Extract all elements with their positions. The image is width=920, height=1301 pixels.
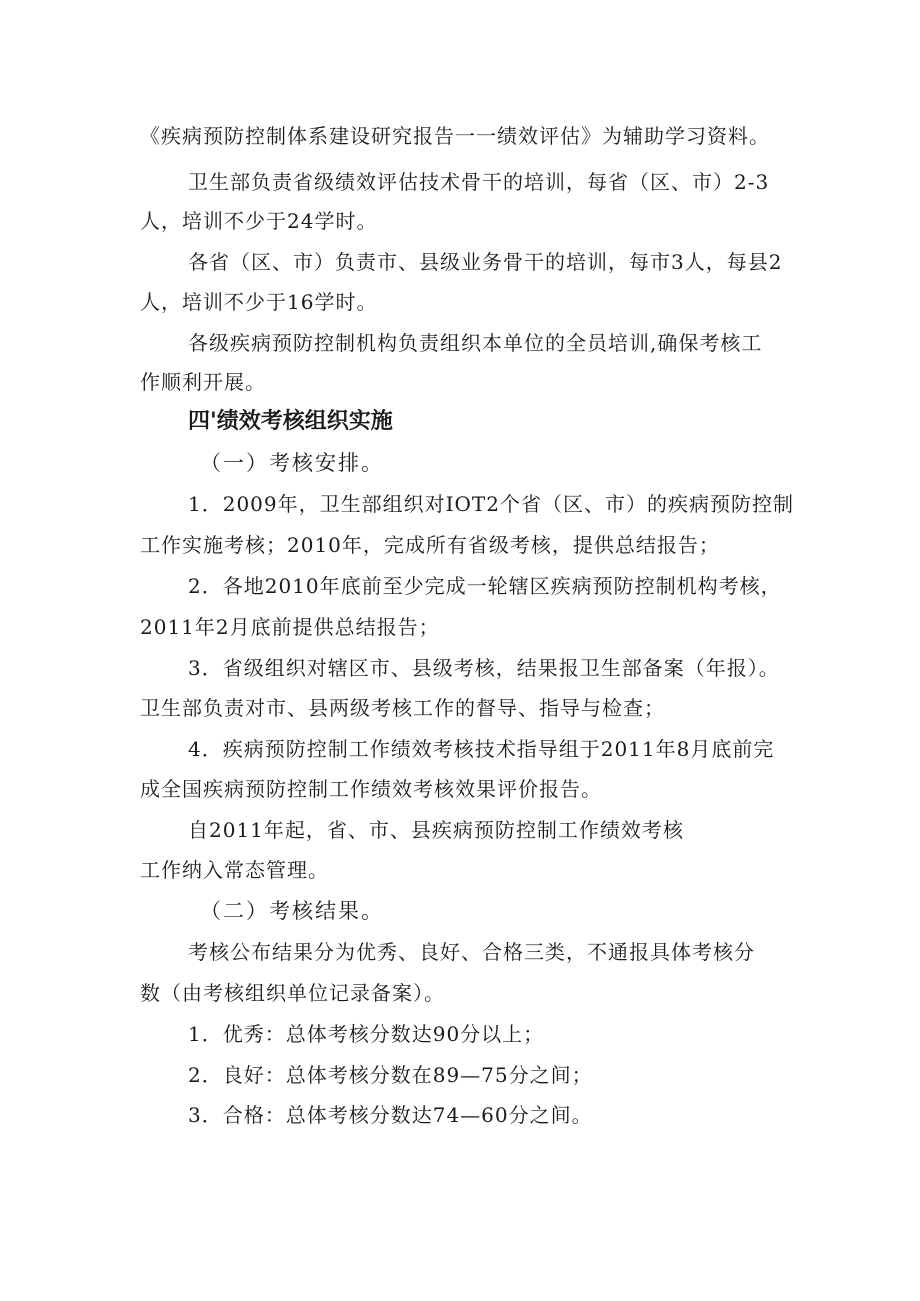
subsection-title-results: （二）考核结果。 [200, 899, 384, 923]
paragraph-line: 工作纳入常态管理。 [140, 858, 329, 882]
list-item-line: 1．优秀：总体考核分数达90分以上； [188, 1022, 545, 1046]
list-item-line: 成全国疾病预防控制工作绩效考核效果评价报告。 [140, 777, 602, 801]
list-item-line: 3．省级组织对辖区市、县级考核，结果报卫生部备案（年报）。 [188, 656, 780, 680]
paragraph-line: 卫生部负责省级绩效评估技术骨干的培训，每省（区、市）2-3 [188, 170, 770, 194]
list-item-line: 2011年2月底前提供总结报告； [140, 615, 440, 639]
paragraph-line: 各省（区、市）负责市、县级业务骨干的培训，每市3人，每县2 [188, 250, 783, 274]
list-item-line: 2．各地2010年底前至少完成一轮辖区疾病预防控制机构考核， [188, 574, 782, 598]
subsection-title-arrangement: （一）考核安排。 [200, 451, 384, 475]
paragraph-line: 人，培训不少于24学时。 [140, 209, 378, 233]
section-heading: 四'绩效考核组织实施 [188, 409, 393, 434]
paragraph-line: 各级疾病预防控制机构负责组织本单位的全员培训,确保考核工 [188, 331, 763, 355]
list-item-line: 1．2009年，卫生部组织对IOT2个省（区、市）的疾病预防控制 [188, 492, 794, 516]
list-item-line: 2．良好：总体考核分数在89—75分之间； [188, 1063, 593, 1087]
paragraph-line: 《疾病预防控制体系建设研究报告一一绩效评估》为辅助学习资料。 [140, 124, 770, 148]
list-item-line: 卫生部负责对市、县两级考核工作的督导、指导与检查； [140, 696, 665, 720]
list-item-line: 4．疾病预防控制工作绩效考核技术指导组于2011年8月底前完 [188, 737, 775, 761]
paragraph-line: 人，培训不少于16学时。 [140, 290, 378, 314]
list-item-line: 工作实施考核；2010年，完成所有省级考核，提供总结报告； [140, 533, 720, 557]
paragraph-line: 作顺利开展。 [140, 370, 266, 394]
paragraph-line: 自2011年起，省、市、县疾病预防控制工作绩效考核 [188, 818, 684, 842]
list-item-line: 3．合格：总体考核分数达74—60分之间。 [188, 1103, 593, 1127]
paragraph-line: 考核公布结果分为优秀、良好、合格三类，不通报具体考核分 [188, 940, 755, 964]
paragraph-line: 数（由考核组织单位记录备案）。 [140, 981, 445, 1005]
